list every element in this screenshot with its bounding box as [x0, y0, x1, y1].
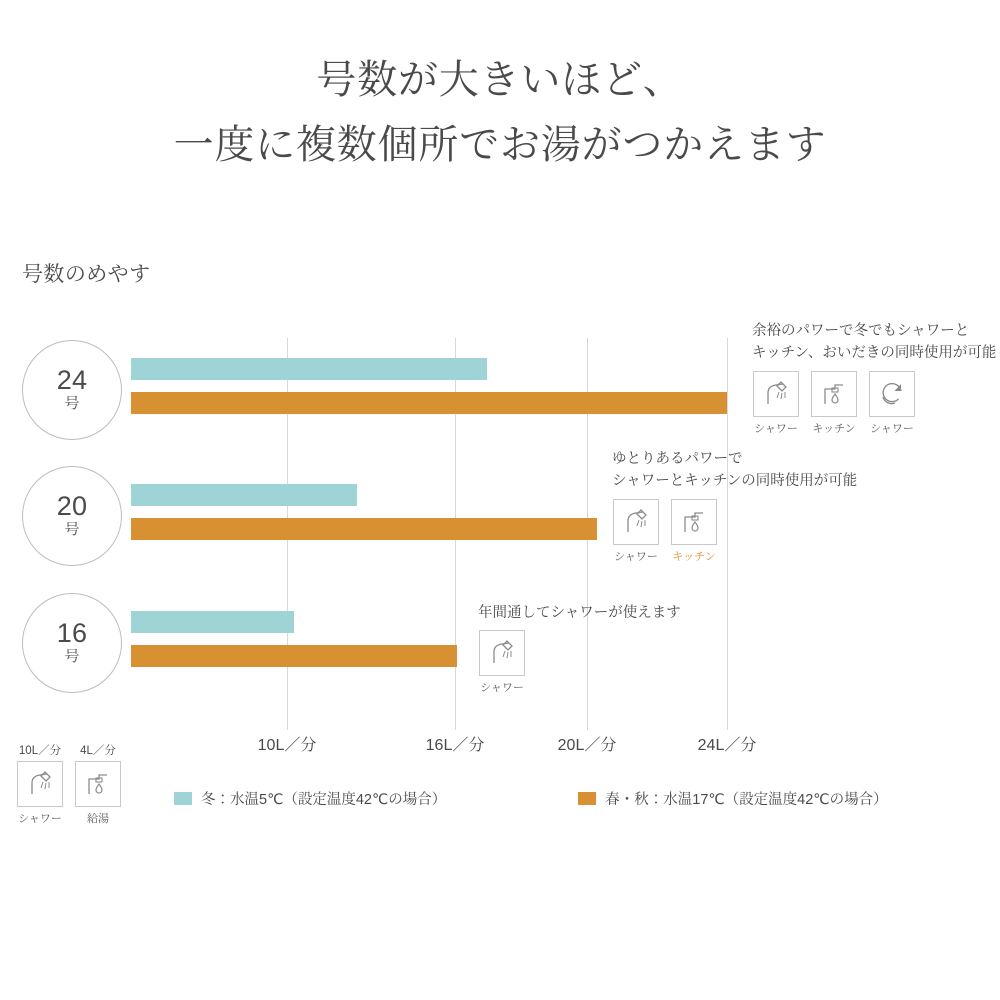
- icon-caption-reheat: シャワー: [870, 422, 914, 435]
- icon-box-reheat: [868, 371, 916, 436]
- bar-24-winter: [131, 358, 487, 380]
- flow-rate-icons: [16, 761, 122, 826]
- hot-water-supply-icon: [75, 761, 121, 807]
- chart-subtitle: 号数のめやす: [22, 263, 151, 286]
- legend-swatch-spring-autumn: [578, 792, 596, 805]
- shower-icon: [613, 499, 659, 545]
- annotation-24: [752, 320, 996, 436]
- x-tick-label-24: 24L／分: [697, 737, 757, 754]
- category-circle-16: [22, 593, 122, 693]
- icon-caption-kitchen: キッチン: [672, 550, 716, 563]
- category-number-20: 20: [56, 490, 88, 521]
- icon-caption-shower: シャワー: [754, 422, 798, 435]
- category-unit-16: 号: [64, 648, 80, 666]
- annotation-20-line-2: シャワーとキッチンの同時使用が可能: [612, 473, 858, 490]
- bar-chart: [0, 320, 1000, 754]
- chart-legend: [174, 788, 888, 809]
- category-circle-24: [22, 340, 122, 440]
- page-title: [0, 48, 1000, 178]
- annotation-24-icons: [752, 371, 996, 436]
- page-title-line-2: 一度に複数個所でお湯がつかえます: [173, 122, 827, 167]
- shower-icon: [17, 761, 63, 807]
- annotation-20-icons: [612, 499, 857, 564]
- annotation-24-line-2: キッチン、おいだきの同時使用が可能: [752, 345, 997, 362]
- legend-item-winter: [174, 788, 446, 809]
- x-tick-label-16: 16L／分: [425, 737, 485, 754]
- icon-box-kitchen: [670, 499, 718, 564]
- bar-16-spring: [131, 645, 457, 667]
- icon-box-shower: [16, 761, 64, 826]
- annotation-16-line-1: 年間通してシャワーが使えます: [478, 605, 681, 621]
- icon-caption-shower: シャワー: [614, 550, 658, 563]
- annotation-20-line-1: ゆとりあるパワーで: [612, 451, 743, 467]
- icon-box-shower: [478, 630, 526, 695]
- legend-label-spring-autumn: 春・秋：水温17℃（設定温度42℃の場合）: [605, 792, 888, 808]
- bar-20-spring: [131, 518, 597, 540]
- legend-label-winter: 冬：水温5℃（設定温度42℃の場合）: [201, 792, 447, 808]
- icon-box-hot-water: [74, 761, 122, 826]
- icon-caption-hot-water: 給湯: [87, 813, 109, 825]
- icon-caption-kitchen: キッチン: [812, 422, 856, 435]
- shower-icon: [753, 371, 799, 417]
- shower-icon: [479, 630, 525, 676]
- icon-box-shower: [612, 499, 660, 564]
- kitchen-faucet-icon: [811, 371, 857, 417]
- bar-16-winter: [131, 611, 294, 633]
- annotation-16: [478, 602, 681, 695]
- flow-rate-caption-hot-water: 4L／分: [80, 745, 116, 757]
- legend-item-spring-autumn: [578, 788, 887, 809]
- kitchen-faucet-icon: [671, 499, 717, 545]
- page-title-line-1: 号数が大きいほど、: [316, 58, 684, 102]
- category-number-24: 24: [56, 364, 88, 395]
- bar-20-winter: [131, 484, 357, 506]
- legend-swatch-winter: [174, 792, 192, 805]
- category-number-16: 16: [56, 617, 88, 648]
- category-unit-20: 号: [64, 521, 80, 539]
- icon-box-shower: [752, 371, 800, 436]
- annotation-20: [612, 448, 857, 564]
- bar-24-spring: [131, 392, 727, 414]
- annotation-24-line-1: 余裕のパワーで冬でもシャワーと: [752, 323, 970, 339]
- icon-box-kitchen: [810, 371, 858, 436]
- x-tick-label-10: 10L／分: [257, 737, 317, 754]
- x-tick-label-20: 20L／分: [557, 737, 617, 754]
- icon-caption-shower: シャワー: [18, 813, 62, 825]
- flow-rate-icon-group: [16, 742, 122, 826]
- category-circle-20: [22, 466, 122, 566]
- category-unit-24: 号: [64, 395, 80, 413]
- flow-rate-caption-shower: 10L／分: [18, 745, 62, 757]
- icon-caption-shower: シャワー: [480, 682, 524, 695]
- flow-rate-captions: [16, 742, 122, 758]
- reheat-icon: [869, 371, 915, 417]
- annotation-16-icons: [478, 630, 681, 695]
